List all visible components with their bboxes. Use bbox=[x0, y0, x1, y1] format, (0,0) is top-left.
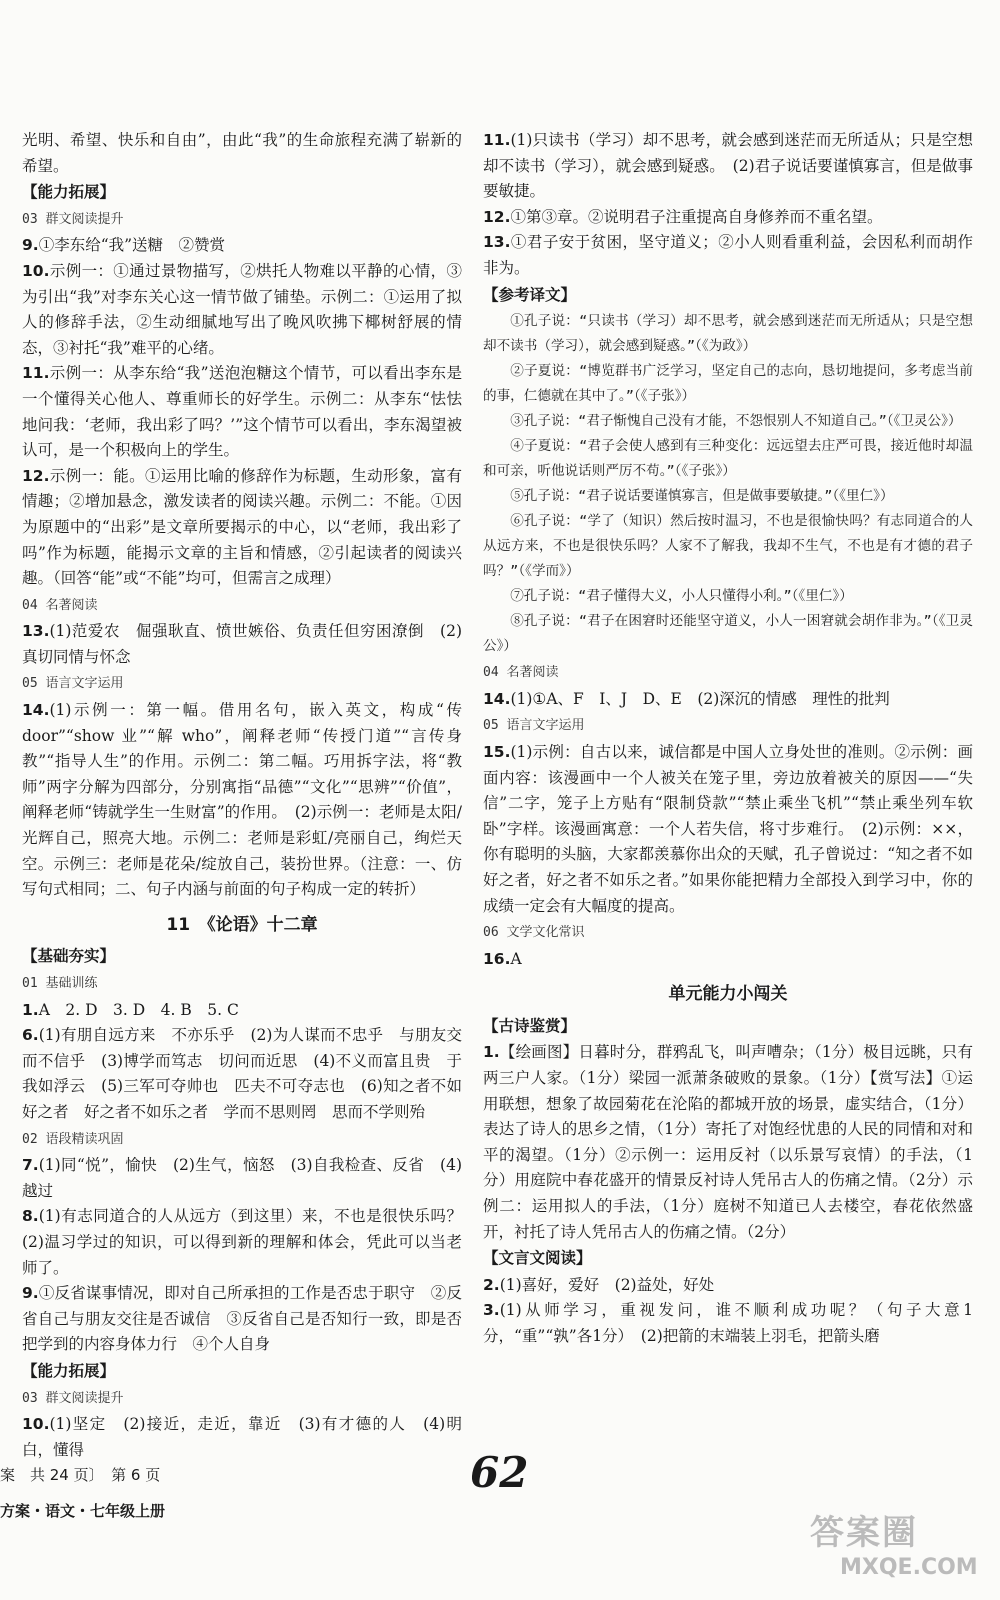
answer-item bbox=[22, 1204, 478, 1281]
subsection-heading: 04 名著阅读 bbox=[483, 665, 559, 681]
question-number: 6. bbox=[22, 1026, 39, 1045]
question-number: 14. bbox=[483, 689, 511, 708]
answer-item bbox=[22, 464, 462, 592]
answer-text: (1)①A、F I、J D、E (2)深沉的情感 理性的批判 bbox=[510, 689, 890, 708]
translation-paragraph: ⑦孔子说：“君子懂得大义，小人只懂得小利。”（《里仁》） bbox=[510, 588, 853, 605]
answer-item bbox=[22, 1412, 462, 1463]
subsection-heading: 05 语言文字运用 bbox=[483, 718, 585, 734]
question-number: 1. bbox=[22, 1000, 39, 1019]
footer-book-title: 方案・语文・七年级上册 bbox=[0, 1502, 166, 1520]
answer-item bbox=[483, 1273, 973, 1299]
answer-text: 示例一：能。①运用比喻的修辞作为标题，生动形象，富有情趣；②增加悬念，激发读者的阅读兴趣。示例二：不能。①因为原题中的“出彩”是文章所要揭示的中心，以“老师，我出彩了吗”作为标题，能揭示文章的主旨和情感，②引起读者的阅读兴趣。（回答“能”或“不能”均可，但需言之成理） bbox=[22, 466, 462, 588]
answer-text: (1)同“悦”，愉快 (2)生气，恼怒 (3)自我检查、反省 (4)越过 bbox=[22, 1156, 462, 1200]
question-number: 9. bbox=[22, 236, 39, 255]
question-number: 13. bbox=[22, 622, 50, 641]
subsection-heading: 02 语段精读巩固 bbox=[22, 1131, 124, 1147]
answer-item bbox=[483, 230, 973, 281]
chapter-title: 单元能力小闯关 bbox=[668, 984, 788, 1005]
subsection-heading: 03 群文阅读提升 bbox=[22, 1390, 124, 1406]
translation-paragraph: ④子夏说：“君子会使人感到有三种变化：远远望去庄严可畏，接近他时却温和可亲，听他说话则严厉不苟。”（《子张》） bbox=[483, 438, 973, 480]
answer-text: 示例一：①通过景物描写，②烘托人物难以平静的心情，③为引出“我”对李东关心这一情节做了铺垫。示例二：①运用了拟人的修辞手法，②生动细腻地写出了晚风吹拂下椰树舒展的情态，③衬托“我”难平的心绪。 bbox=[22, 261, 462, 357]
translation-paragraph: ⑥孔子说：“学了（知识）然后按时温习，不也是很愉快吗？有志同道合的人从远方来，不也是很快乐吗？人家不了解我，我却不生气，不也是有才德的君子吗？”（《学而》） bbox=[483, 513, 973, 580]
translation-paragraph: ⑧孔子说：“君子在困窘时还能坚守道义，小人一困窘就会胡作非为。”（《卫灵公》） bbox=[483, 613, 973, 655]
section-tag: 【能力拓展】 bbox=[22, 1361, 116, 1380]
section-tag: 【参考译文】 bbox=[483, 285, 577, 304]
subsection-heading: 03 群文阅读提升 bbox=[22, 211, 124, 227]
question-number: 11. bbox=[483, 131, 511, 149]
question-number: 8. bbox=[22, 1207, 39, 1226]
answer-text: (1)范爱农 倔强耿直、愤世嫉俗、负责任但穷困潦倒 (2)真切同情与怀念 bbox=[22, 622, 462, 666]
answer-text: 光明、希望、快乐和自由”，由此“我”的生命旅程充满了崭新的希望。 bbox=[22, 131, 462, 175]
section-tag: 【基础夯实】 bbox=[22, 947, 116, 966]
translation-paragraph: ⑤孔子说：“君子说话要谨慎寡言，但是做事要敏捷。”（《里仁》） bbox=[510, 488, 894, 505]
section-tag: 【古诗鉴赏】 bbox=[483, 1016, 577, 1035]
answer-item bbox=[483, 947, 973, 973]
watermark-badge: 答案圈 bbox=[810, 1513, 918, 1553]
section-tag: 【文言文阅读】 bbox=[483, 1249, 592, 1268]
question-number: 11. bbox=[22, 364, 50, 383]
answer-item bbox=[22, 1153, 462, 1204]
answer-text: A 2. D 3. D 4. B 5. C bbox=[38, 1000, 239, 1019]
left-column bbox=[22, 128, 478, 1463]
answer-text: 示例一：从李东给“我”送泡泡糖这个情节，可以看出李东是一个懂得关心他人、尊重师长的好学生。示例二：从李东“怯怯地问我：‘老师，我出彩了吗？’”这个情节可以看出，李东渴望被认可，是一个积极向上的学生。 bbox=[22, 364, 462, 460]
answer-item bbox=[483, 1040, 973, 1245]
question-number: 14. bbox=[22, 701, 50, 720]
answer-item bbox=[22, 1023, 462, 1125]
translation-paragraph: ①孔子说：“只读书（学习）却不思考，就会感到迷茫而无所适从；只是空想却不读书（学习），就会感到疑惑。”（《为政》） bbox=[483, 313, 973, 355]
right-column bbox=[483, 128, 973, 1350]
question-number: 1. bbox=[483, 1043, 500, 1062]
question-number: 10. bbox=[22, 1415, 50, 1434]
answer-text: (1)示例：自古以来，诚信都是中国人立身处世的准则。②示例：画面内容：该漫画中一个人被关在笼子里，旁边放着被关的原因——“失信”二字，笼子上方贴有“限制贷款”“禁止乘坐飞机”“禁止乘坐列车软卧”字样。该漫画寓意：一个人若失信，将寸步难行。 (2)示例：××，你有聪明的头脑，大家都羡慕你出众的天赋，孔子曾说过：“知之者不如好之者，好之者不如乐之者。”如果你能把精力全部投入到学习中，你的成绩一定会有大幅度的提高。 bbox=[483, 742, 973, 915]
question-number: 15. bbox=[483, 742, 511, 761]
watermark-logo bbox=[810, 1505, 990, 1595]
question-number: 7. bbox=[22, 1156, 39, 1175]
answer-text: ①反省谋事情况，即对自己所承担的工作是否忠于职守 ②反省自己与朋友交往是否诚信 ③反省自己是否知行一致，即是否把学到的内容身体力行 ④个人自身 bbox=[22, 1284, 462, 1354]
answer-item bbox=[483, 1298, 973, 1349]
watermark-url: MXQE.COM bbox=[840, 1555, 978, 1580]
answer-text: (1)喜好，爱好 (2)益处，好处 bbox=[499, 1275, 715, 1294]
section-tag: 【能力拓展】 bbox=[22, 183, 116, 202]
answer-item bbox=[22, 998, 462, 1024]
answer-text: (1)坚定 (2)接近，走近，靠近 (3)有才德的人 (4)明白，懂得 bbox=[22, 1415, 462, 1459]
question-number: 12. bbox=[22, 466, 50, 485]
question-number: 3. bbox=[483, 1301, 500, 1320]
answer-text: A bbox=[510, 949, 522, 968]
subsection-heading: 04 名著阅读 bbox=[22, 597, 98, 613]
answer-text: ①李东给“我”送糖 ②赞赏 bbox=[38, 236, 226, 255]
answer-item bbox=[22, 233, 462, 259]
answer-text: ①第③章。②说明君子注重提高自身修养而不重名望。 bbox=[510, 207, 883, 226]
footer-page-info: 案 共 24 页〕 第 6 页 bbox=[0, 1466, 161, 1484]
answer-text: (1)有志同道合的人从远方（到这里）来，不也是很快乐吗？ (2)温习学过的知识，可以得到新的理解和体会，凭此可以当老师了。 bbox=[22, 1207, 478, 1277]
answer-item bbox=[483, 205, 973, 231]
answer-text: (1)有朋自远方来 不亦乐乎 (2)为人谋而不忠乎 与朋友交而不信乎 (3)博学而笃志 切问而近思 (4)不义而富且贵 于我如浮云 (5)三军可夺帅也 匹夫不可夺志也 (6)知之者不如好之者 好之者不如乐之者 学而不思则罔 思而不学则殆 bbox=[22, 1026, 462, 1121]
translation-paragraph: ②子夏说：“博览群书广泛学习，坚定自己的志向，恳切地提问，多考虑当前的事，仁德就在其中了。”（《子张》） bbox=[483, 363, 973, 405]
answer-text: (1)从师学习，重视发问，谁不顺利成功呢？（句子大意1分，“重”“孰”各1分） (2)把箭的末端装上羽毛，把箭头磨 bbox=[483, 1301, 973, 1345]
question-number: 2. bbox=[483, 1275, 500, 1294]
page-number: 62 bbox=[470, 1448, 529, 1497]
answer-item bbox=[22, 128, 462, 179]
subsection-heading: 06 文学文化常识 bbox=[483, 925, 585, 941]
question-number: 9. bbox=[22, 1284, 39, 1303]
answer-text: (1)示例一：第一幅。借用名句，嵌入英文，构成“传 door”“show 业”“解 who”，阐释老师“传授门道”“言传身教”“指导人生”的作用。示例二：第二幅。巧用拆字法，将“教师”两字分解为四部分，分别寓指“品德”“文化”“思辨”“价值”，阐释老师“铸就学生一生财富”的作用。 (2)示例一：老师是太阳/光辉自己，照亮大地。示例二：老师是彩虹/亮丽自己，绚烂天空。示例三：老师是花朵/绽放自己，装扮世界。（注意：一、仿写句式相同；二、句子内涵与前面的句子构成一定的转折） bbox=[22, 701, 462, 899]
question-number: 16. bbox=[483, 949, 511, 968]
answer-item bbox=[22, 619, 462, 670]
answer-text: ①君子安于贫困，坚守道义；②小人则看重利益，会因私利而胡作非为。 bbox=[483, 233, 973, 277]
answer-item bbox=[483, 687, 973, 713]
answer-text: (1)只读书（学习）却不思考，就会感到迷茫而无所适从；只是空想却不读书（学习），就会感到疑惑。 (2)君子说话要谨慎寡言，但是做事要敏捷。 bbox=[483, 131, 973, 201]
question-number: 12. bbox=[483, 207, 511, 226]
subsection-heading: 05 语言文字运用 bbox=[22, 676, 124, 692]
answer-item bbox=[483, 740, 973, 919]
question-number: 13. bbox=[483, 233, 511, 252]
answer-item bbox=[22, 361, 462, 463]
translation-paragraph: ③孔子说：“君子惭愧自己没有才能，不怨恨别人不知道自己。”（《卫灵公》） bbox=[510, 413, 962, 430]
answer-item bbox=[22, 1281, 462, 1358]
answer-item bbox=[483, 128, 973, 205]
chapter-title: 11 《论语》十二章 bbox=[166, 914, 318, 935]
subsection-heading: 01 基础训练 bbox=[22, 976, 98, 991]
answer-item bbox=[22, 259, 462, 361]
answer-item bbox=[22, 698, 462, 903]
answer-text: 【绘画图】日暮时分，群鸦乱飞，叫声嘈杂；（1分）极目远眺，只有两三户人家。（1分）梁园一派萧条破败的景象。（1分）【赏写法】①运用联想，想象了故园菊花在沦陷的都城开放的场景，虚实结合，（1分）表达了诗人的思乡之情，（1分）寄托了对饱经忧患的人民的同情和对和平的渴望。（1分）②示例一：运用反衬（以乐景写哀情）的手法，（1分）用庭院中春花盛开的情景反衬诗人凭吊古人的伤痛之情。（2分）示例二：运用拟人的手法，（1分）庭树不知道已人去楼空，春花依然盛开，衬托了诗人凭吊古人的伤痛之情。（2分） bbox=[483, 1043, 973, 1241]
question-number: 10. bbox=[22, 261, 50, 280]
